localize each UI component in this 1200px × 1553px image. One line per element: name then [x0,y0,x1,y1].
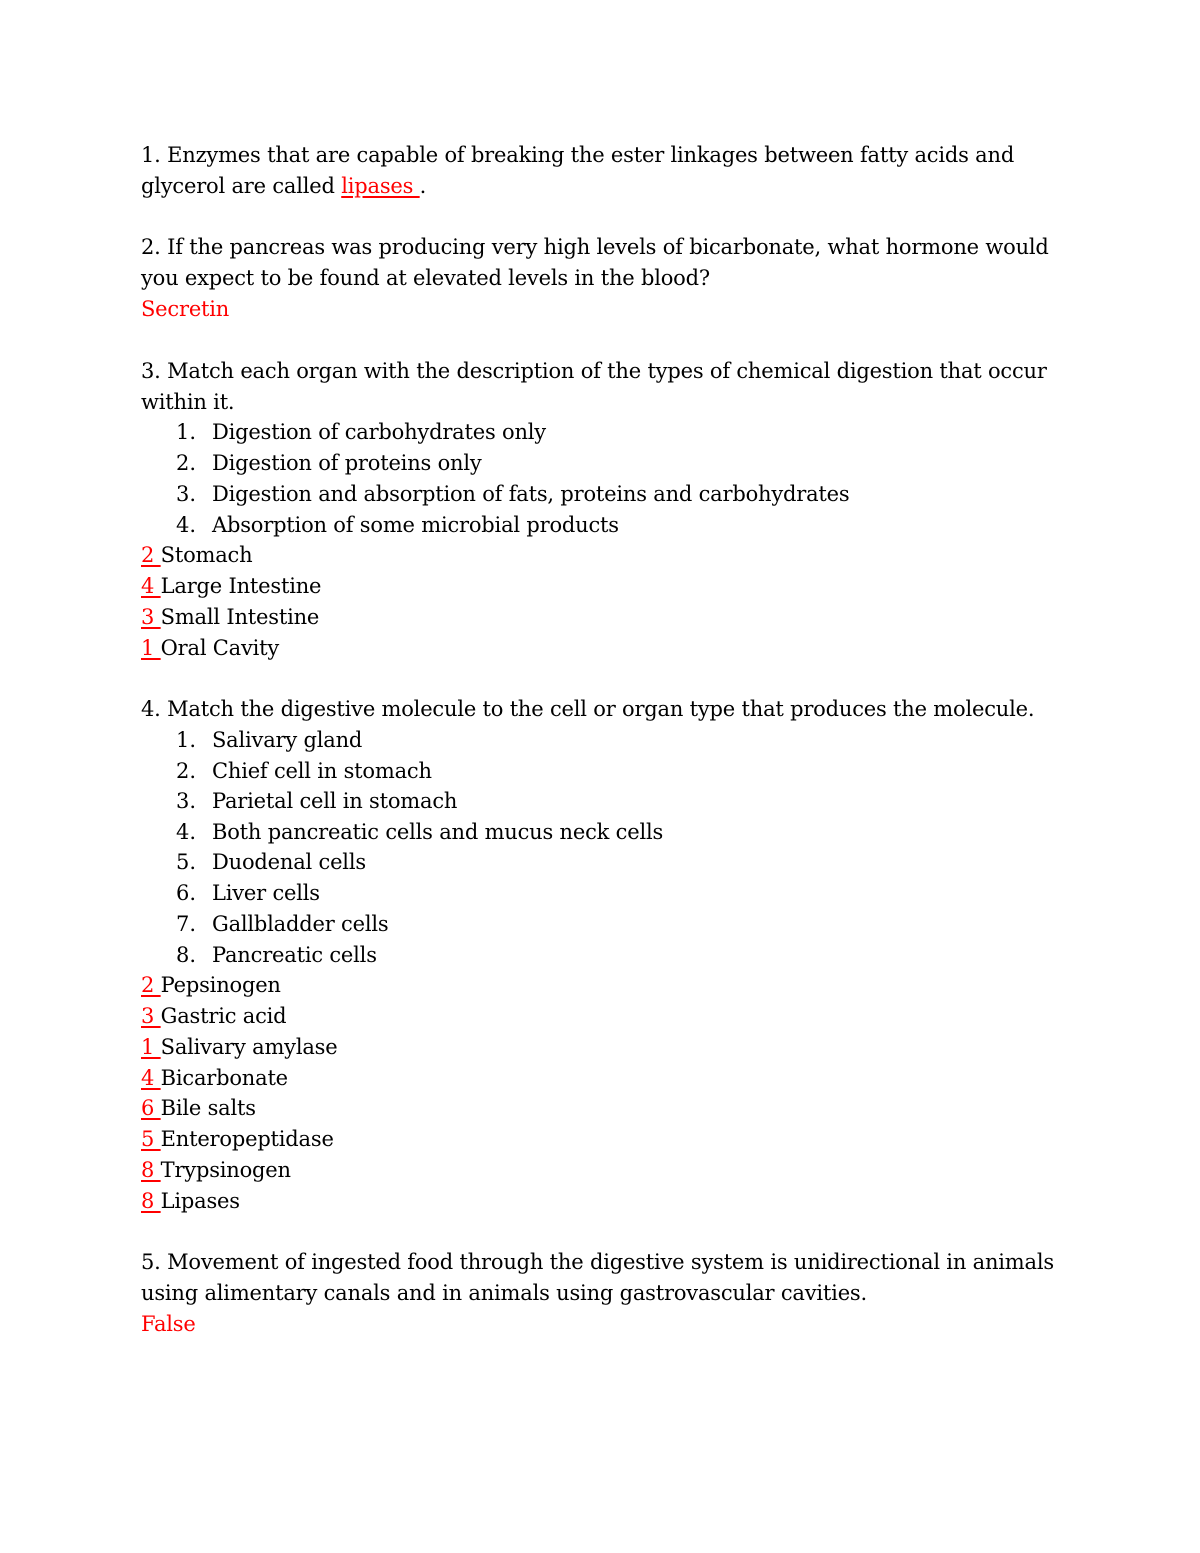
q3-option-number: 2. [176,451,197,475]
q4-option-text: Liver cells [212,881,320,905]
q4-match-answer: 4 [141,1066,161,1090]
q2-line2: you expect to be found at elevated levels in the blood? [141,266,710,290]
q4-option-number: 2. [176,759,197,783]
q4-match-row [141,1186,240,1217]
q3-option-number: 1. [176,420,197,444]
q3-option-text: Digestion of carbohydrates only [212,420,546,444]
q4-match-answer: 6 [141,1096,161,1120]
q1-line2-prefix: glycerol are called [141,174,342,198]
q2-line1: 2. If the pancreas was producing very high levels of bicarbonate, what hormone would [141,235,1049,259]
q4-match-answer: 3 [141,1004,161,1028]
q3-match-row [141,633,279,664]
q3-match-label: Oral Cavity [160,636,280,660]
q4-option-number: 1. [176,728,197,752]
q3-match-answer: 3 [141,605,161,629]
q4-option-number: 7. [176,912,197,936]
q4-match-label: Salivary amylase [160,1035,338,1059]
q4-option-number: 3. [176,789,197,813]
q3-match-answer: 1 [141,636,161,660]
q4-option-number: 5. [176,850,197,874]
q4-match-label: Enteropeptidase [160,1127,334,1151]
q3-option-text: Digestion of proteins only [212,451,482,475]
q4-match-answer: 5 [141,1127,161,1151]
q3-option-text: Absorption of some microbial products [212,513,619,537]
q4-match-answer: 1 [141,1035,161,1059]
q3-option-text: Digestion and absorption of fats, proteins and carbohydrates [212,482,850,506]
q4-match-row [141,1063,288,1094]
q4-match-label: Lipases [160,1189,240,1213]
q1-answer: lipases [341,174,420,198]
q4-match-row [141,970,281,1001]
q4-match-label: Trypsinogen [160,1158,291,1182]
q4-line1: 4. Match the digestive molecule to the cell or organ type that produces the molecule. [141,697,1035,721]
q4-option-text: Gallbladder cells [212,912,389,936]
q3-option-number: 3. [176,482,197,506]
q5-line2: using alimentary canals and in animals using gastrovascular cavities. [141,1281,867,1305]
q4-match-row [141,1032,337,1063]
q1-line1: 1. Enzymes that are capable of breaking the ester linkages between fatty acids and [141,143,1015,167]
q4-match-label: Gastric acid [160,1004,287,1028]
q3-match-row [141,602,319,633]
q4-option-text: Parietal cell in stomach [212,789,458,813]
q4-match-row [141,1155,291,1186]
q4-match-answer: 8 [141,1189,161,1213]
q4-option-number: 4. [176,820,197,844]
q1-line2 [141,171,426,202]
q3-line1: 3. Match each organ with the description of the types of chemical digestion that occur [141,359,1047,383]
q3-match-answer: 2 [141,543,161,567]
q4-match-row [141,1124,334,1155]
q3-match-row [141,571,321,602]
q4-match-row [141,1001,286,1032]
q4-option-text: Chief cell in stomach [212,759,432,783]
q4-match-label: Pepsinogen [160,973,281,997]
q3-option-number: 4. [176,513,197,537]
q3-match-label: Small Intestine [160,605,320,629]
q5-line1: 5. Movement of ingested food through the digestive system is unidirectional in animals [141,1250,1054,1274]
q4-option-text: Duodenal cells [212,850,366,874]
q4-match-label: Bile salts [160,1096,256,1120]
q4-option-text: Both pancreatic cells and mucus neck cells [212,820,664,844]
q2-answer: Secretin [141,297,230,321]
q3-line2: within it. [141,390,235,414]
q4-match-label: Bicarbonate [160,1066,288,1090]
q4-option-text: Pancreatic cells [212,943,377,967]
q1-line2-suffix: . [419,174,427,198]
q4-match-row [141,1093,256,1124]
q3-match-label: Stomach [160,543,253,567]
q4-match-answer: 2 [141,973,161,997]
q4-match-answer: 8 [141,1158,161,1182]
q4-option-text: Salivary gland [212,728,363,752]
q4-option-number: 6. [176,881,197,905]
q4-option-number: 8. [176,943,197,967]
q5-answer: False [141,1312,196,1336]
q3-match-row [141,540,252,571]
q3-match-label: Large Intestine [160,574,322,598]
q3-match-answer: 4 [141,574,161,598]
